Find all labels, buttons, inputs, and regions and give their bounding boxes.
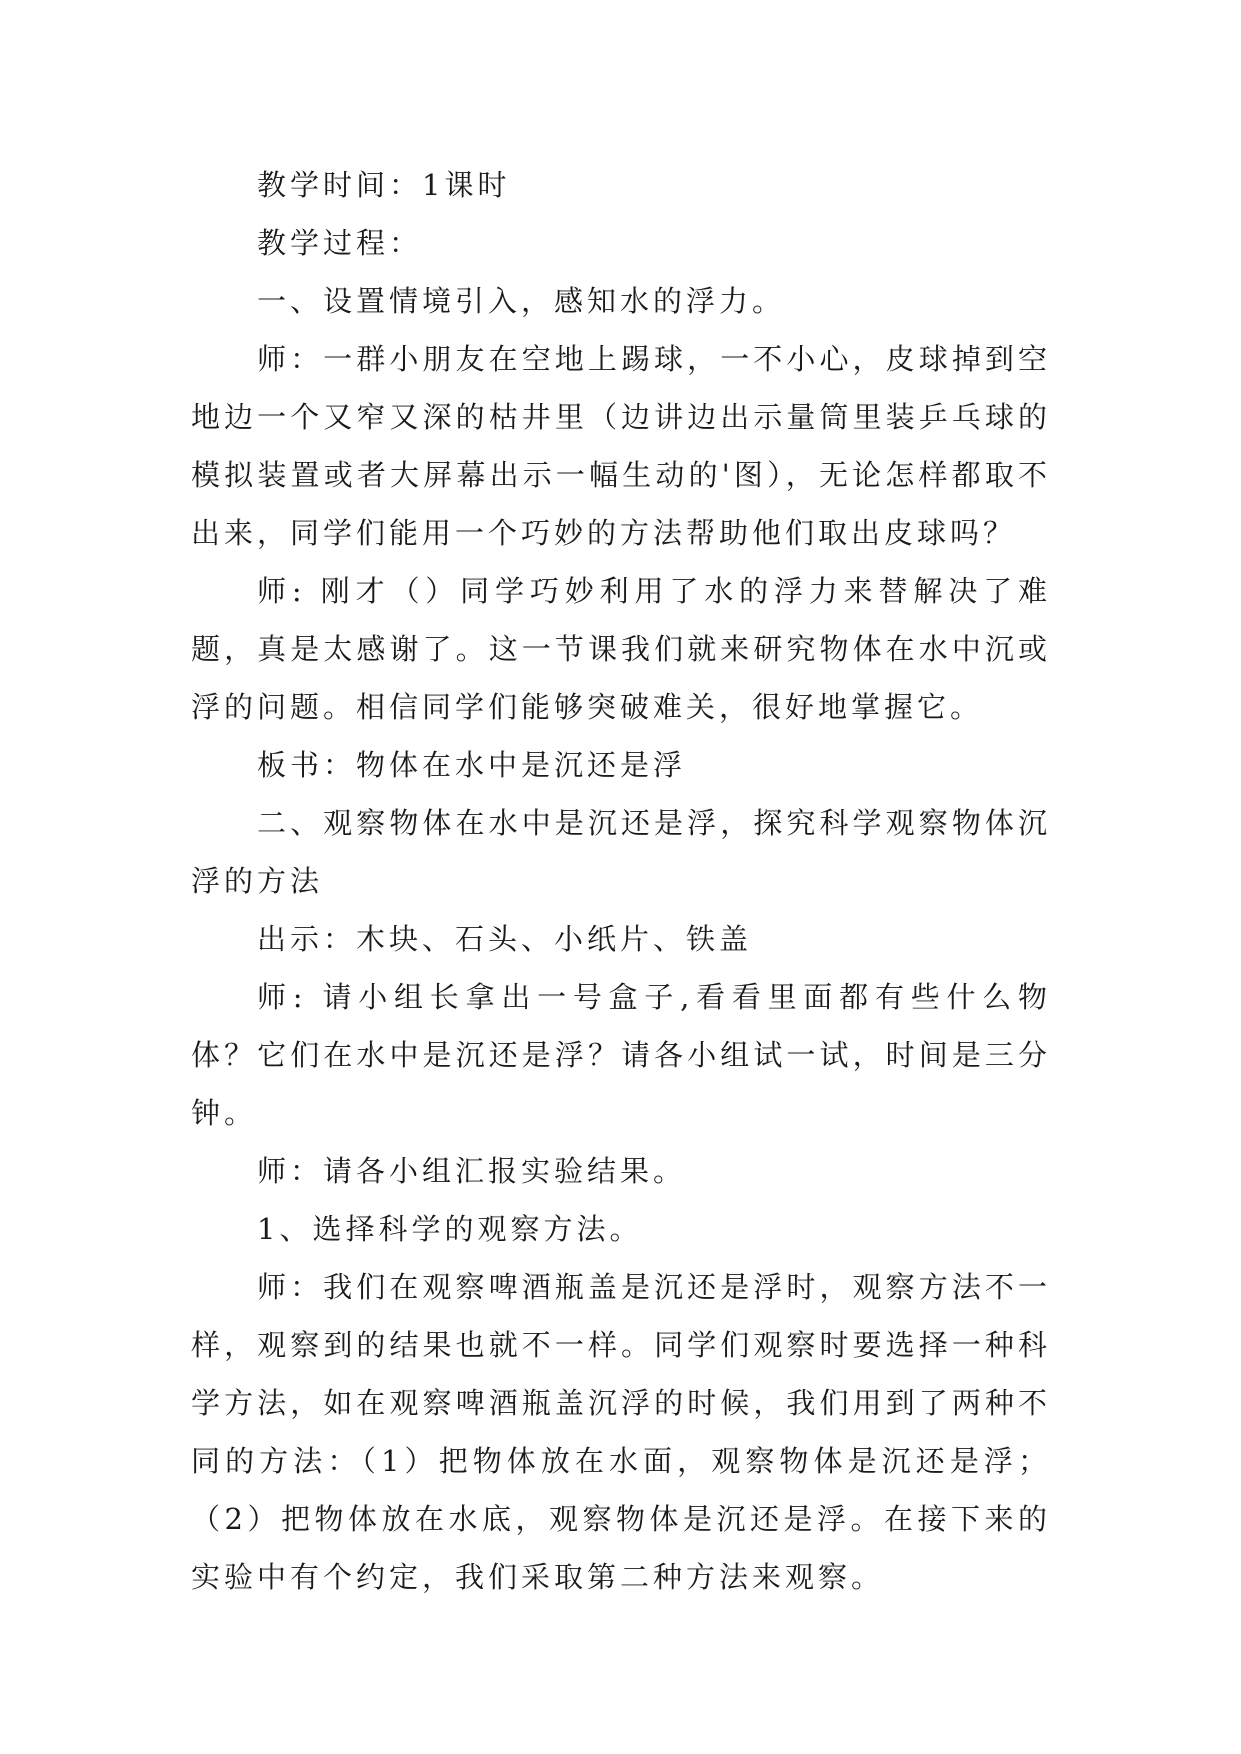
teaching-process-heading: 教学过程： [257,226,423,260]
teaching-time: 教学时间：1课时 [257,168,511,202]
section-two-heading: 二、观察物体在水中是沉还是浮，探究科学观察物体沉浮的方法 [191,806,1051,898]
paragraph-teacher-method: 师：我们在观察啤酒瓶盖是沉还是浮时，观察方法不一样，观察到的结果也就不一样。同学们观察时要选择一种科学方法，如在观察啤酒瓶盖沉浮的时候，我们用到了两种不同的方法：（1）把物体放在水面，观察物体是沉还是浮；（2）把物体放在水底，观察物体是沉还是浮。在接下来的实验中有个约定，我们采取第二种方法来观察。 [191,1270,1051,1594]
board-writing: 板书：物体在水中是沉还是浮 [257,748,687,782]
paragraph-teacher-intro: 师: 刚才（）同学巧妙利用了水的浮力来替解决了难题，真是太感谢了。这一节课我们就来研究物体在水中沉或浮的问题。相信同学们能够突破难关，很好地掌握它。 [191,574,1051,724]
section-one-heading: 一、设置情境引入，感知水的浮力。 [257,284,786,318]
document-body [191,156,1051,1606]
paragraph-teacher-report: 师：请各小组汇报实验结果。 [257,1154,687,1188]
paragraph-teacher-story: 师：一群小朋友在空地上踢球，一不小心，皮球掉到空地边一个又窄又深的枯井里（边讲边出示量筒里装乒乓球的模拟装置或者大屏幕出示一幅生动的'图），无论怎样都取不出来，同学们能用一个巧妙的方法帮助他们取出皮球吗？ [191,342,1051,550]
materials-shown: 出示：木块、石头、小纸片、铁盖 [257,922,753,956]
paragraph-teacher-instruction: 师: 请小组长拿出一号盒子,看看里面都有些什么物体？它们在水中是沉还是浮？请各小组试一试，时间是三分钟。 [191,980,1051,1130]
subsection-one-heading: 1、选择科学的观察方法。 [257,1212,643,1246]
